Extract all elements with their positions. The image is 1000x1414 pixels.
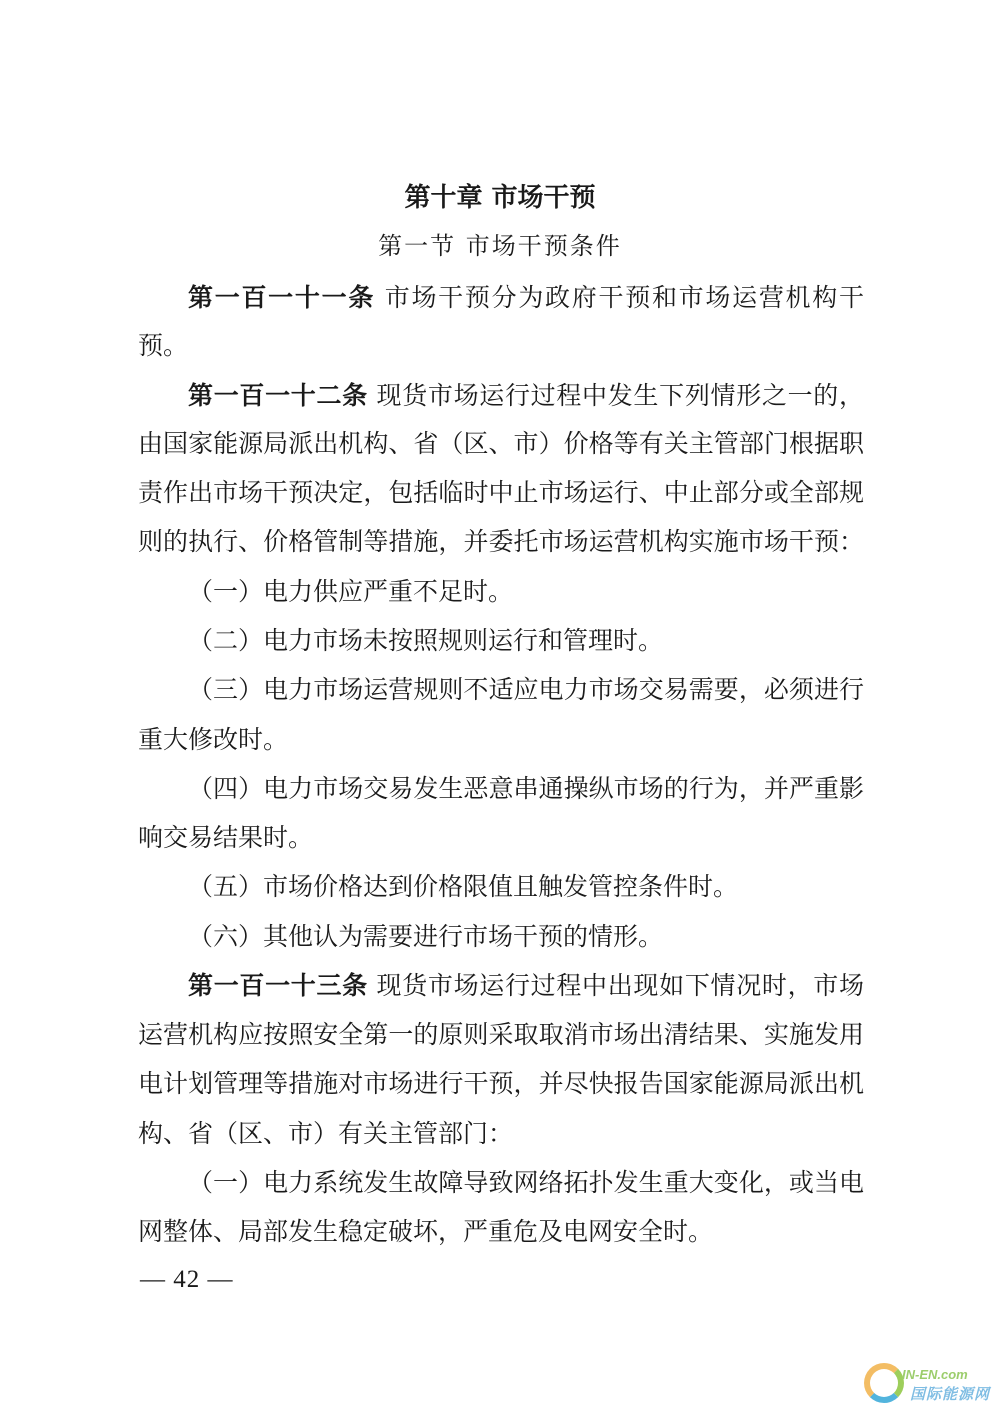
article-112-line-4: 则的执行、价格管制等措施，并委托市场运营机构实施市场干预： xyxy=(138,527,864,556)
article-111-line-1 xyxy=(188,274,864,322)
page-number: — 42 — xyxy=(140,1266,234,1293)
article-113-line-1 xyxy=(188,962,864,1010)
article-113-line-4: 构、省（区、市）有关主管部门： xyxy=(138,1119,514,1148)
sun-ring-icon xyxy=(864,1363,904,1403)
article-112-line-2: 由国家能源局派出机构、省（区、市）价格等有关主管部门根据职 xyxy=(138,429,864,458)
article-113-line-3: 电计划管理等措施对市场进行干预，并尽快报告国家能源局派出机 xyxy=(138,1069,864,1098)
article-113-item-1-line-2: 网整体、局部发生稳定破坏，严重危及电网安全时。 xyxy=(138,1217,714,1246)
article-113-item-1-line-1: （一）电力系统发生故障导致网络拓扑发生重大变化，或当电 xyxy=(188,1168,864,1197)
article-112-item-3-line-1: （三）电力市场运营规则不适应电力市场交易需要，必须进行 xyxy=(188,675,864,704)
article-112-item-4-line-1: （四）电力市场交易发生恶意串通操纵市场的行为，并严重影 xyxy=(188,774,864,803)
article-113-text-1: 现货市场运行过程中出现如下情况时，市场 xyxy=(367,971,864,1000)
watermark-name: 国际能源网 xyxy=(910,1385,991,1403)
article-112-label: 第一百一十二条 xyxy=(188,381,368,410)
watermark-logo xyxy=(858,1355,998,1411)
article-112-item-2: （二）电力市场未按照规则运行和管理时。 xyxy=(188,626,664,655)
article-113-line-2: 运营机构应按照安全第一的原则采取取消市场出清结果、实施发用 xyxy=(138,1020,864,1049)
article-111-text-1: 市场干预分为政府干预和市场运营机构干 xyxy=(375,283,864,312)
chapter-title: 第十章 市场干预 xyxy=(404,183,596,213)
article-111-line-2: 预。 xyxy=(138,331,189,360)
article-112-line-1 xyxy=(188,372,864,420)
article-112-text-1: 现货市场运行过程中发生下列情形之一的， xyxy=(367,381,864,410)
article-112-item-4-line-2: 响交易结果时。 xyxy=(138,823,314,852)
article-112-item-6: （六）其他认为需要进行市场干预的情形。 xyxy=(188,922,664,951)
article-113-label: 第一百一十三条 xyxy=(188,971,368,1000)
article-111-label: 第一百一十一条 xyxy=(188,283,376,312)
watermark-domain: IN-EN.com xyxy=(902,1367,968,1382)
article-112-item-1: （一）电力供应严重不足时。 xyxy=(188,577,514,606)
article-112-item-3-line-2: 重大修改时。 xyxy=(138,725,289,754)
article-112-line-3: 责作出市场干预决定，包括临时中止市场运行、中止部分或全部规 xyxy=(138,478,864,507)
section-title: 第一节 市场干预条件 xyxy=(378,232,622,260)
article-112-item-5: （五）市场价格达到价格限值且触发管控条件时。 xyxy=(188,872,739,901)
